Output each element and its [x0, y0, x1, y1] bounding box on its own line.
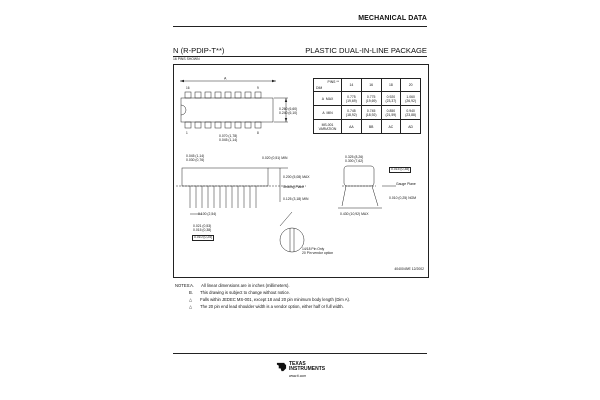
table-cell: BB — [361, 120, 381, 134]
pin-16-label: 16 — [186, 86, 190, 90]
note-text: This drawing is subject to change without notice. — [200, 290, 290, 295]
note-mark: A. — [190, 283, 195, 288]
tolerance-box — [192, 235, 214, 241]
table-row-dim: A — [322, 110, 325, 115]
lead-thickness-label: 0.015 (0,38) — [391, 167, 410, 171]
table-row-dim: A — [321, 96, 324, 101]
pin-1-label: 1 — [186, 131, 188, 135]
note-text: Falls within JEDEC MS-001, except 18 and 20 pin minimum body length (Dim A). — [200, 297, 351, 302]
section-header: MECHANICAL DATA — [358, 15, 427, 22]
table-corner-pins: PINS ** — [327, 80, 339, 84]
notes-line — [175, 303, 350, 310]
seating-min-label: 0.020 (0,51) MIN — [262, 156, 288, 160]
notes-line — [175, 282, 350, 289]
note-mark-triangle: △ — [189, 297, 193, 302]
ti-logo-icon — [276, 361, 287, 372]
notes-line — [175, 296, 350, 303]
overall-max-label: 0.430 (10,92) MAX — [340, 212, 369, 216]
table-header-cell: 16 — [361, 79, 381, 92]
side-view-diagram — [176, 152, 326, 262]
lead-length-label: 0.125 (3,18) MIN — [283, 197, 309, 201]
footer-rule — [173, 353, 427, 354]
table-row-dim: MS-001 VARIATION — [314, 120, 342, 134]
tolerance-label: 0.010 (0,25) — [194, 235, 213, 239]
table-header-cell: 20 — [401, 79, 421, 92]
header-rule — [173, 26, 427, 27]
company-name-line2: INSTRUMENTS — [289, 366, 326, 372]
table-cell: AD — [401, 120, 421, 134]
seating-plane-label: Seating Plane — [283, 185, 305, 189]
pin-note-label: 14/18 Pin Only 20 Pin vendor option — [302, 247, 334, 255]
end-view-diagram — [336, 155, 426, 218]
gauge-plane-label: Gauge Plane — [396, 182, 416, 186]
table-row-limit: MAX — [325, 96, 334, 101]
table-header-cell: 18 — [381, 79, 401, 92]
note-mark-triangle: △ — [189, 304, 193, 309]
body-width-label: 0.260 (6,60) 0.240 (6,10) — [279, 107, 298, 115]
package-name: PLASTIC DUAL-IN-LINE PACKAGE — [305, 46, 427, 55]
table-cell: 0.745 (18,92) — [361, 106, 381, 120]
note-mark: B. — [189, 290, 193, 295]
height-max-label: 0.200 (5,08) MAX — [283, 175, 310, 179]
note-text: All linear dimensions are in inches (millimeters). — [201, 283, 290, 288]
table-corner-dim: DIM — [316, 86, 323, 90]
table-cell: 0.850 (21,59) — [381, 106, 401, 120]
website-label: www.ti.com — [289, 374, 307, 378]
table-cell: 0.920 (23,37) — [381, 92, 401, 106]
package-code: N (R-PDIP-T**) — [173, 46, 225, 55]
notes-block — [175, 282, 350, 310]
gauge-nom-label: 0.010 (0,25) NOM — [389, 196, 417, 200]
company-name — [289, 362, 325, 372]
end-lead-label: 0.070 (1,78) 0.045 (1,14) — [219, 134, 238, 142]
table-cell: 0.745 (18,92) — [342, 106, 362, 120]
lead-thickness-box — [389, 167, 411, 173]
notes-label: NOTES: — [175, 283, 191, 288]
shoulder-label: 0.045 (1,14) 0.030 (0,76) — [186, 154, 205, 162]
table-cell: 0.775 (19,69) — [361, 92, 381, 106]
table-row-limit: MIN — [326, 110, 333, 115]
dim-a-label: A — [224, 76, 227, 81]
notes-line — [175, 289, 350, 296]
title-rule — [173, 56, 427, 57]
note-text: The 20 pin end lead shoulder width is a vendor option, either half or full width. — [200, 304, 344, 309]
pin-8-label: 8 — [257, 131, 259, 135]
drawing-reference: 4040049/E 12/2002 — [394, 267, 424, 271]
row-spacing-label: 0.325 (8,26) 0.300 (7,62) — [345, 155, 364, 163]
table-cell: AC — [381, 120, 401, 134]
pitch-label: 0.100 (2,54) — [198, 212, 217, 216]
pin-9-label: 9 — [257, 86, 259, 90]
table-cell: 0.940 (23,88) — [401, 106, 421, 120]
pins-shown-label: 16 PINS SHOWN — [173, 57, 200, 61]
table-cell: 1.060 (26,92) — [401, 92, 421, 106]
table-cell: 0.775 (19,69) — [342, 92, 362, 106]
lead-width-label: 0.021 (0,53) 0.015 (0,38) — [193, 224, 212, 232]
table-cell: AA — [342, 120, 362, 134]
table-header-cell: 14 — [342, 79, 362, 92]
dimension-table — [313, 78, 421, 134]
company-name-line1: TEXAS — [289, 361, 306, 367]
